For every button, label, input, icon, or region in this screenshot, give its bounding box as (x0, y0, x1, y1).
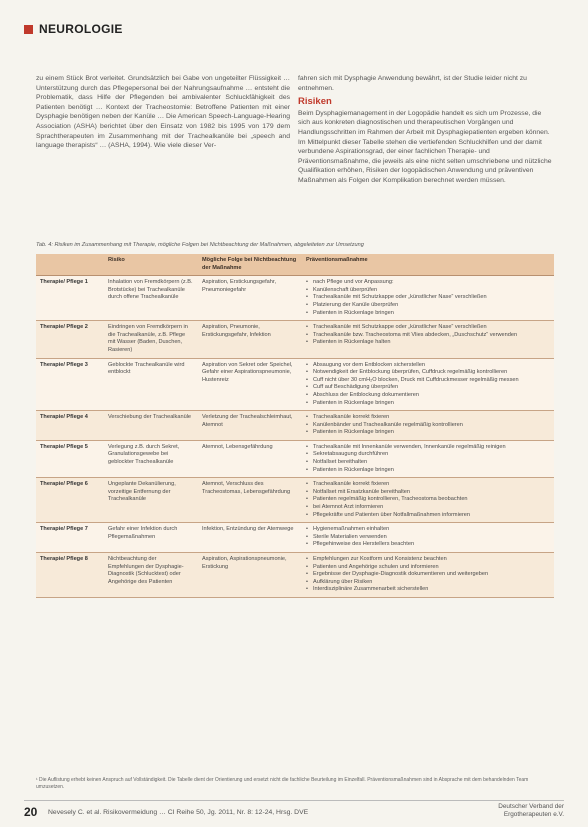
right-column-text: Beim Dysphagiemanagement in der Logopädie handelt es sich um Prozesse, die sich aus konkreten diagnostischen und therapeutischen Vorgängen und Handlungsschritten im Rahmen der Arbeit mit Dysphagiepatienten ergeben können. Im Mittelpunkt dieser Tabelle stehen die vertiefenden Schluckhilfen und der damit verbundene Aspirationsgrad, der einer fachlichen Therapie- und Präventionsmaßnahme, die jeweils als eine nicht selten umschriebene und nützliche Qualifikation erhöhen, Risiken der logopädischen Anwendung und präventiven Maßnahmen als Folgen der Komplikation berechnet werden müssen. (298, 109, 552, 184)
table-row (36, 523, 554, 553)
section-header (24, 22, 123, 36)
table-cell: Infektion, Entzündung der Atemwege (198, 523, 302, 553)
section-title: NEUROLOGIE (39, 22, 123, 36)
table-cell (302, 478, 554, 523)
prevention-list (306, 279, 550, 317)
table-cell (302, 358, 554, 411)
page-number: 20 (24, 805, 38, 819)
left-column (36, 74, 290, 151)
risks-heading: Risiken (298, 96, 332, 108)
prevention-item: • Notfallset bereithalten (306, 459, 550, 467)
table-cell: Therapie/ Pflege 4 (36, 411, 104, 441)
prevention-item: • Interdisziplinäre Zusammenarbeit sicherstellen (306, 586, 550, 594)
table-body (36, 276, 554, 598)
table-cell: Eindringen von Fremdkörpern in die Trachealkanüle, z.B. Pflege mit Wasser (Baden, Duschen, Rasieren) (104, 321, 198, 358)
table-cell: Aspiration, Erstickungsgefahr, Pneumoniegefahr (198, 276, 302, 321)
prevention-item: • Patienten regelmäßig kontrollieren, Tracheostoma beobachten (306, 496, 550, 504)
left-column-text: zu einem Stück Brot verleitet. Grundsätzlich bei Gabe von ungeteilter Flüssigkeit … Unterstützung durch das Pflegepersonal bei der Nahrungsaufnahme … entsteht die Problematik, dass Hilfe der Pflegenden bei ambivalenter Schluckfähigkeit des Patienten benötigt … Kontext der Tracheostomie: Betroffene Patienten mit einer Dysphagie benötigen neben der Kanüle … Die American Speech-Language-Hearing Association (ASHA) berichtet über den Einsatz von 1982 bis 1995 von 179 dem Sprachtherapeuten im Zusammenhang mit der Trachealkanüle bei „speech and language therapists“ … (ASHA, 1994). Wie viele dieser Ver- (36, 75, 290, 150)
table-cell: Aspiration, Pneumonie, Erstickungsgefahr, Infektion (198, 321, 302, 358)
table-cell: Therapie/ Pflege 5 (36, 440, 104, 477)
table-header-cell: Risiko (104, 254, 198, 276)
prevention-list (306, 526, 550, 549)
organization-line: Ergotherapeuten e.V. (503, 811, 564, 818)
prevention-item: • Abschluss der Entblockung dokumentieren (306, 392, 550, 400)
table-header-row (36, 254, 554, 276)
table-row (36, 411, 554, 441)
table-cell (302, 553, 554, 598)
table-cell: Verlegung z.B. durch Sekret, Granulationsgewebe bei geblockter Trachealkanüle (104, 440, 198, 477)
table-row (36, 440, 554, 477)
section-marker-icon (24, 25, 33, 34)
citation: Nevesely C. et al. Risikovermeidung … CI Reihe 50, Jg. 2011, Nr. 8: 12-24, Hrsg. DVE (48, 809, 309, 816)
table-row (36, 553, 554, 598)
organization-line: Deutscher Verband der (498, 803, 564, 810)
prevention-item: • Pflegekräfte und Patienten über Notfallmaßnahmen informieren (306, 512, 550, 520)
table-header-cell: Mögliche Folge bei Nichtbeachtung der Maßnahme (198, 254, 302, 276)
prevention-item: • Trachealkanüle mit Schutzkappe oder „künstlicher Nase“ verschließen (306, 294, 550, 302)
table-caption: Tab. 4: Risiken im Zusammenhang mit Therapie, mögliche Folgen bei Nichtbeachtung der Maßnahmen, abgeleiteten zur Umsetzung (36, 242, 364, 248)
prevention-item: • Aufklärung über Risiken (306, 579, 550, 587)
prevention-item: • Sterile Materialien verwenden (306, 534, 550, 542)
prevention-item: • Platzierung der Kanüle überprüfen (306, 302, 550, 310)
table-cell: Therapie/ Pflege 7 (36, 523, 104, 553)
prevention-list (306, 324, 550, 347)
prevention-item: • Patienten in Rückenlage bringen (306, 429, 550, 437)
table-cell: Therapie/ Pflege 8 (36, 553, 104, 598)
prevention-list (306, 444, 550, 474)
table-cell (302, 276, 554, 321)
prevention-item: • Trachealkanüle korrekt fixieren (306, 414, 550, 422)
table-row (36, 358, 554, 411)
prevention-item: • Sekretabsaugung durchführen (306, 451, 550, 459)
table-cell: Verletzung der Trachealschleimhaut, Atemnot (198, 411, 302, 441)
prevention-list (306, 481, 550, 519)
table-cell: Aspiration, Aspirationspneumonie, Erstickung (198, 553, 302, 598)
table-cell: Gefahr einer Infektion durch Pflegemaßnahmen (104, 523, 198, 553)
prevention-item: • Notfallset mit Ersatzkanüle bereithalten (306, 489, 550, 497)
prevention-item: • Trachealkanüle mit Schutzkappe oder „künstlicher Nase“ verschließen (306, 324, 550, 332)
table-cell: Inhalation von Fremdkörpern (z.B. Brotstücke) bei Trachealkanüle durch offene Trachealkanüle (104, 276, 198, 321)
right-column (298, 74, 552, 186)
prevention-item: • Kanülenschaft überprüfen (306, 287, 550, 295)
prevention-item: • Kanülenbänder und Trachealkanüle regelmäßig kontrollieren (306, 422, 550, 430)
table-row (36, 478, 554, 523)
table-row (36, 276, 554, 321)
prevention-item: • nach Pflege und vor Anpassung: (306, 279, 550, 287)
table-cell: Therapie/ Pflege 6 (36, 478, 104, 523)
prevention-list (306, 362, 550, 408)
table-cell (302, 440, 554, 477)
table-row (36, 321, 554, 358)
prevention-item: • Absaugung vor dem Entblocken sicherstellen (306, 362, 550, 370)
page-footer (24, 800, 564, 819)
prevention-item: • Trachealkanüle korrekt fixieren (306, 481, 550, 489)
table-cell (302, 321, 554, 358)
table-cell: Geblockte Trachealkanüle wird entblockt (104, 358, 198, 411)
prevention-item: • Pflegehinweise des Herstellers beachten (306, 541, 550, 549)
prevention-item: • Patienten in Rückenlage halten (306, 339, 550, 347)
prevention-list (306, 556, 550, 594)
prevention-list (306, 414, 550, 437)
table-cell: Therapie/ Pflege 3 (36, 358, 104, 411)
table-cell: Ungeplante Dekanülierung, vorzeitige Entfernung der Trachealkanüle (104, 478, 198, 523)
prevention-item: • Notwendigkeit der Entblockung überprüfen, Cuffdruck regelmäßig kontrollieren (306, 369, 550, 377)
prevention-item: • Cuff auf Beschädigung überprüfen (306, 384, 550, 392)
prevention-item: • Trachealkanüle mit Innenkanüle verwenden, Innenkanüle regelmäßig reinigen (306, 444, 550, 452)
table-header-cell (36, 254, 104, 276)
table-cell: Therapie/ Pflege 2 (36, 321, 104, 358)
table-cell: Aspiration von Sekret oder Speichel, Gefahr einer Aspirationspneumonie, Hustenreiz (198, 358, 302, 411)
prevention-item: • Patienten in Rückenlage bringen (306, 400, 550, 408)
prevention-item: • Ergebnisse der Dysphagie-Diagnostik dokumentieren und weitergeben (306, 571, 550, 579)
table-cell: Atemnot, Lebensgefährdung (198, 440, 302, 477)
prevention-item: • Trachealkanüle bzw. Tracheostoma mit Vlies abdecken, „Duschschutz“ verwenden (306, 332, 550, 340)
table-cell: Verschiebung der Trachealkanüle (104, 411, 198, 441)
prevention-item: • Patienten in Rückenlage bringen (306, 310, 550, 318)
table-cell (302, 523, 554, 553)
prevention-item: • bei Atemnot Arzt informieren (306, 504, 550, 512)
prevention-item: • Cuff nicht über 30 cmH₂O blocken, Druck mit Cuffdruckmesser regelmäßig messen (306, 377, 550, 385)
right-column-intro: fahren sich mit Dysphagie Anwendung bewährt, ist der Studie leider nicht zu entnehmen. (298, 75, 527, 92)
table-header-cell: Präventionsmaßnahme (302, 254, 554, 276)
table-cell: Nichtbeachtung der Empfehlungen der Dysphagie-Diagnostik (Schlucktest) oder Angehörige des Patienten (104, 553, 198, 598)
prevention-item: • Patienten und Angehörige schulen und informieren (306, 564, 550, 572)
footnote: ¹ Die Auflistung erhebt keinen Anspruch auf Vollständigkeit. Die Tabelle dient der Orientierung und ersetzt nicht die fachliche Beurteilung im Einzelfall. Präventionsmaßnahmen sind in Absprache mit dem behandelnden Team umzusetzen. (36, 777, 529, 790)
organization (498, 803, 564, 819)
prevention-item: • Empfehlungen zur Kostform und Konsistenz beachten (306, 556, 550, 564)
table-cell: Atemnot, Verschluss des Tracheostomas, Lebensgefährdung (198, 478, 302, 523)
risk-table (36, 254, 554, 598)
prevention-item: • Patienten in Rückenlage bringen (306, 467, 550, 475)
table-cell (302, 411, 554, 441)
prevention-item: • Hygienemaßnahmen einhalten (306, 526, 550, 534)
table-cell: Therapie/ Pflege 1 (36, 276, 104, 321)
